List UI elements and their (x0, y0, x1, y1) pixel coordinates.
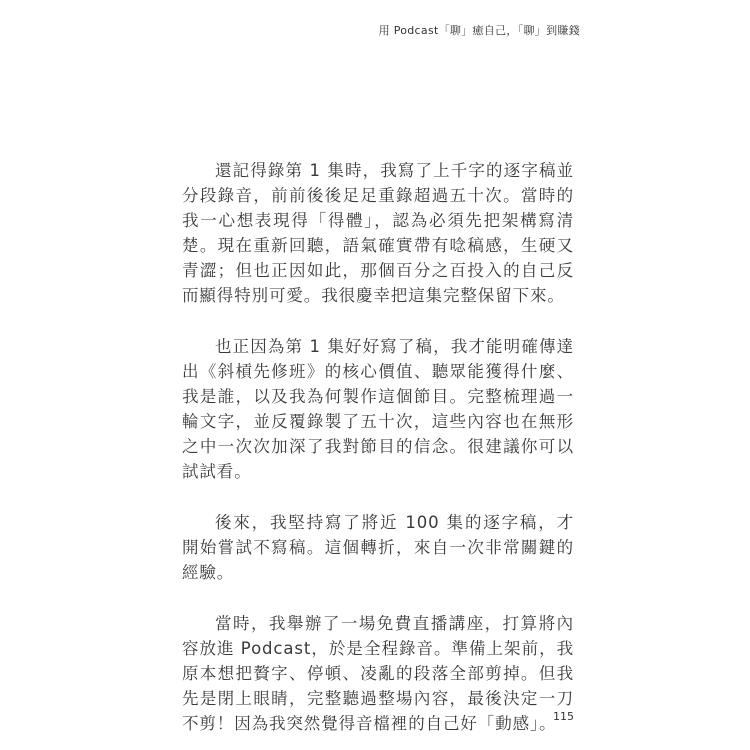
running-header: 用 Podcast「聊」癒自己，「聊」到賺錢 (378, 24, 580, 37)
paragraph: 還記得錄第 1 集時，我寫了上千字的逐字稿並分段錄音，前前後後足足重錄超過五十次。當時的我一心想表現得「得體」，認為必須先把架構寫清楚。現在重新回聽，語氣確實帶有唸稿感，生硬又青澀；但也正因如此，那個百分之百投入的自己反而顯得特別可愛。我很慶幸把這集完整保留下來。 (182, 161, 574, 305)
page-number: 115 (553, 710, 574, 723)
paragraph: 當時，我舉辦了一場免費直播講座，打算將內容放進 Podcast，於是全程錄音。準備上架前，我原本想把贅字、停頓、凌亂的段落全部剪掉。但我先是閉上眼睛，完整聽過整場內容，最後決定一刀不剪！因為我突然覺得音檔裡的自己好「動感」。 (182, 614, 574, 733)
paragraph: 也正因為第 1 集好好寫了稿，我才能明確傳達出《斜槓先修班》的核心價值、聽眾能獲得什麼、我是誰，以及我為何製作這個節目。完整梳理過一輪文字，並反覆錄製了五十次，這些內容也在無形之中一次次加深了我對節目的信念。很建議你可以試試看。 (182, 337, 574, 481)
body-text (182, 158, 574, 736)
paragraph: 後來，我堅持寫了將近 100 集的逐字稿，才開始嘗試不寫稿。這個轉折，來自一次非常關鍵的經驗。 (182, 513, 574, 582)
